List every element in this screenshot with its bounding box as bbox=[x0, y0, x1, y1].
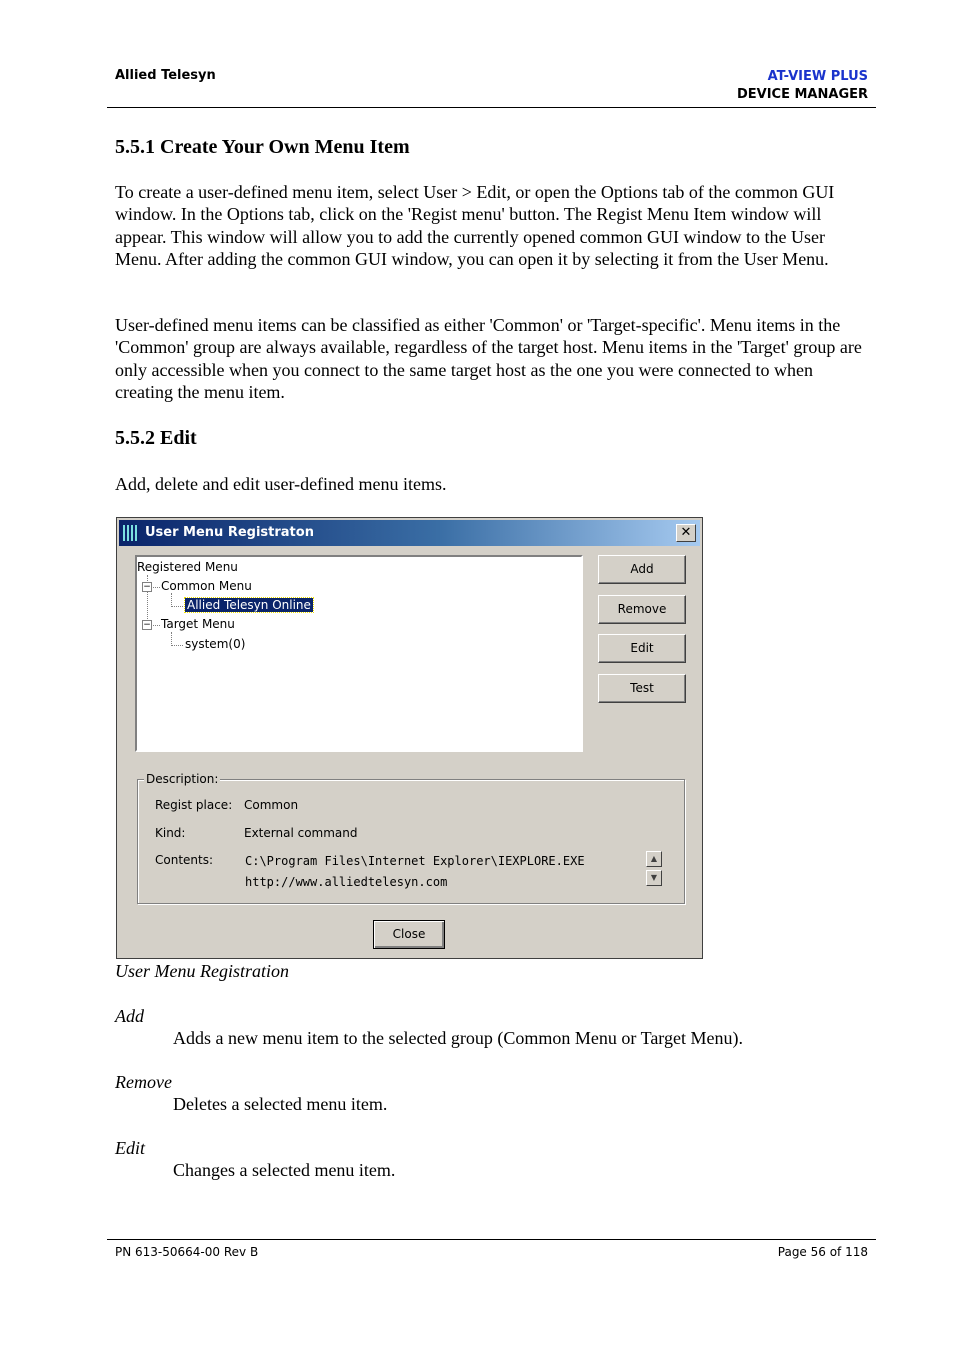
add-button[interactable]: Add bbox=[598, 555, 686, 584]
scroll-down-icon[interactable]: ▼ bbox=[646, 870, 662, 886]
definition-remove: Deletes a selected menu item. bbox=[173, 1094, 388, 1114]
dialog-title: User Menu Registraton bbox=[145, 525, 314, 540]
header-product: AT-VIEW PLUS bbox=[767, 69, 868, 84]
regist-place-value: Common bbox=[244, 798, 299, 812]
header-rule bbox=[107, 107, 876, 108]
tree-line bbox=[153, 587, 160, 588]
user-menu-dialog bbox=[116, 517, 703, 959]
collapse-icon[interactable]: − bbox=[143, 582, 151, 592]
collapse-icon[interactable]: − bbox=[143, 620, 151, 630]
footer-rule bbox=[107, 1239, 876, 1240]
test-button[interactable]: Test bbox=[598, 674, 686, 703]
remove-button[interactable]: Remove bbox=[598, 595, 686, 624]
term-add: Add bbox=[115, 1006, 144, 1026]
contents-line-2: http://www.alliedtelesyn.com bbox=[245, 875, 448, 889]
term-remove: Remove bbox=[115, 1072, 172, 1092]
header-right bbox=[737, 68, 868, 104]
section-heading-edit: 5.5.2 Edit bbox=[115, 427, 197, 449]
tree-node-system[interactable]: system(0) bbox=[185, 637, 246, 651]
dialog-titlebar bbox=[119, 520, 700, 546]
description-group bbox=[137, 772, 685, 904]
tree-node-root[interactable]: Registered Menu bbox=[137, 560, 238, 574]
tree-line bbox=[171, 606, 183, 607]
header-section: DEVICE MANAGER bbox=[736, 87, 868, 102]
tree-line bbox=[171, 593, 172, 607]
kind-label: Kind: bbox=[155, 826, 186, 840]
section-heading-create: 5.5.1 Create Your Own Menu Item bbox=[115, 136, 410, 158]
scroll-up-icon[interactable]: ▲ bbox=[646, 851, 662, 867]
regist-place-label: Regist place: bbox=[155, 798, 233, 812]
tree-node-target-menu[interactable]: Target Menu bbox=[161, 617, 235, 631]
tree-line bbox=[153, 625, 160, 626]
close-icon[interactable]: ✕ bbox=[676, 524, 696, 542]
app-grid-icon bbox=[123, 525, 139, 541]
paragraph-create-1: To create a user-defined menu item, select User > Edit, or open the Options tab of the common GUI window. In the Options tab, click on the 'Regist menu' button. The Regist Menu Item window will appear. This window will allow you to add the currently opened common GUI window to the User Menu. After adding the common GUI window, you can open it by selecting it from the User Menu. bbox=[115, 182, 835, 269]
definition-add: Adds a new menu item to the selected group (Common Menu or Target Menu). bbox=[173, 1028, 743, 1048]
term-edit: Edit bbox=[115, 1138, 145, 1158]
figure-caption: User Menu Registration bbox=[115, 961, 289, 981]
tree-node-allied-telesyn-online[interactable]: Allied Telesyn Online bbox=[187, 598, 311, 612]
paragraph-edit-intro: Add, delete and edit user-defined menu items. bbox=[115, 474, 447, 494]
close-button[interactable]: Close bbox=[373, 920, 445, 949]
footer-page-number: Page 56 of 118 bbox=[777, 1245, 868, 1259]
tree-node-common-menu[interactable]: Common Menu bbox=[161, 579, 252, 593]
tree-line bbox=[171, 645, 183, 646]
definition-edit: Changes a selected menu item. bbox=[173, 1160, 396, 1180]
footer-part-number: PN 613-50664-00 Rev B bbox=[115, 1245, 259, 1259]
kind-value: External command bbox=[244, 826, 358, 840]
description-legend: Description: bbox=[146, 772, 219, 786]
menu-tree[interactable] bbox=[135, 555, 583, 752]
contents-label: Contents: bbox=[155, 853, 214, 867]
tree-line bbox=[171, 632, 172, 646]
contents-line-1: C:\Program Files\Internet Explorer\IEXPLORE.EXE bbox=[245, 854, 585, 868]
edit-button[interactable]: Edit bbox=[598, 634, 686, 663]
paragraph-create-2: User-defined menu items can be classified as either 'Common' or 'Target-specific'. Menu items in the 'Common' group are always available, regardless of the target host. Menu items in the 'Target' group are only accessible when you connect to the same target host as the one you were connected to when creating the menu item. bbox=[115, 315, 862, 402]
header-company: Allied Telesyn bbox=[115, 68, 216, 83]
